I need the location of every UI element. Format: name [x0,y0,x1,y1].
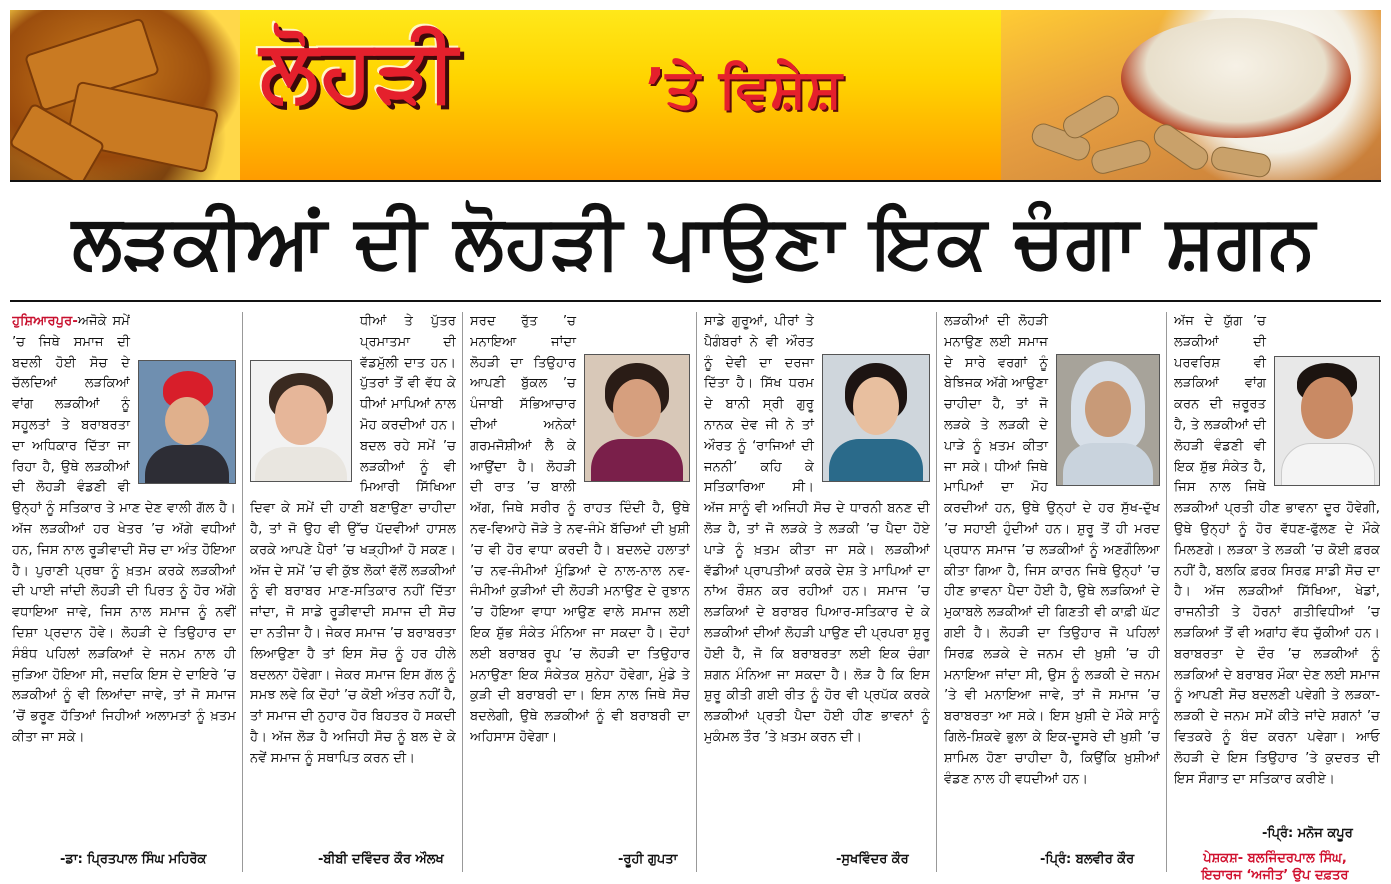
presenter-line: ਪੇਸ਼ਕਸ਼- ਬਲਜਿੰਦਰਪਾਲ ਸਿੰਘ, [1203,851,1347,866]
author-photo [1274,356,1380,486]
article-text: ਸਰਦ ਰੁੱਤ ’ਚ ਮਨਾਇਆ ਜਾਂਦਾ ਲੋਹੜੀ ਦਾ ਤਿਉਹਾਰ ਆਪਣੀ ਬੁੱਕਲ ’ਚ ਪੰਜਾਬੀ ਸੱਭਿਆਚਾਰ ਦੀਆਂ ਅਨੇਕਾਂ ਗਰਮਜੋਸ਼ੀਆਂ ਲੈ ਕੇ ਆਉਂਦਾ ਹੈ। ਲੋਹੜੀ ਦੀ ਰਾਤ ’ਚ ਬਾਲੀ ਅੱਗ, ਜਿਥੇ ਸਰੀਰ ਨੂੰ ਰਾਹਤ ਦਿੰਦੀ ਹੈ, ਉਥੇ ਨਵ-ਵਿਆਹੇ ਜੋੜੇ ਤੇ ਨਵ-ਜੰਮੇ ਬੱਚਿਆਂ ਦੀ ਖ਼ੁਸ਼ੀ ’ਚ ਵੀ ਹੋਰ ਵਾਧਾ ਕਰਦੀ ਹੈ। ਬਦਲਦੇ ਹਲਾਤਾਂ ’ਚ ਨਵ-ਜੰਮੀਆਂ ਮੁੰਡਿਆਂ ਦੇ ਨਾਲ-ਨਾਲ ਨਵ-ਜੰਮੀਆਂ ਕੁੜੀਆਂ ਦੀ ਲੋਹੜੀ ਮਨਾਉਣ ਦੇ ਰੁਝਾਨ ’ਚ ਹੋਇਆ ਵਾਧਾ ਆਉਣ ਵਾਲੇ ਸਮਾਜ ਲਈ ਇਕ ਸ਼ੁੱਭ ਸੰਕੇਤ ਮੰਨਿਆ ਜਾ ਸਕਦਾ ਹੈ। ਦੋਹਾਂ ਲਈ ਬਰਾਬਰ ਰੂਪ ’ਚ ਲੋਹੜੀ ਦਾ ਤਿਉਹਾਰ ਮਨਾਉਣਾ ਇਕ ਸੰਕੇਤਕ ਸੁਨੇਹਾ ਹੋਵੇਗਾ, ਮੁੰਡੇ ਤੇ ਕੁੜੀ ਦੀ ਬਰਾਬਰੀ ਦਾ। ਇਸ ਨਾਲ ਜਿਥੇ ਸੋਚ ਬਦਲੇਗੀ, ਉਥੇ ਲੜਕੀਆਂ ਨੂੰ ਵੀ ਬਰਾਬਰੀ ਦਾ ਅਹਿਸਾਸ ਹੋਵੇਗਾ। [470,314,690,745]
banner-subtitle: ’ਤੇ ਵਿਸ਼ੇਸ਼ [645,57,842,120]
article-column-5 [944,312,1160,842]
divider [1166,312,1167,872]
dateline: ਹੁਸ਼ਿਆਰਪੁਰ- [12,314,78,329]
author-photo [250,360,352,482]
divider [242,312,243,872]
divider [936,312,937,872]
article-column-3 [470,312,690,842]
author-signature: -ਡਾ: ਪ੍ਰਿਤਪਾਲ ਸਿੰਘ ਮਹਿਰੋਕ [60,852,207,867]
article-column-2 [250,312,456,842]
page-headline: ਲੜਕੀਆਂ ਦੀ ਲੋਹੜੀ ਪਾਉਣਾ ਇਕ ਚੰਗਾ ਸ਼ਗਨ [72,199,1316,285]
special-banner [10,10,1381,182]
presenter-line: ਇਚਾਰਜ ‘ਅਜੀਤ’ ਉਪ ਦਫ਼ਤਰ [1201,868,1349,883]
divider [696,312,697,872]
article-text: ਸਾਡੇ ਗੁਰੂਆਂ, ਪੀਰਾਂ ਤੇ ਪੈਗੰਬਰਾਂ ਨੇ ਵੀ ਔਰਤ ਨੂੰ ਦੇਵੀ ਦਾ ਦਰਜਾ ਦਿੱਤਾ ਹੈ। ਸਿੱਖ ਧਰਮ ਦੇ ਬਾਨੀ ਸ੍ਰੀ ਗੁਰੂ ਨਾਨਕ ਦੇਵ ਜੀ ਨੇ ਤਾਂ ਔਰਤ ਨੂੰ ‘ਰਾਜਿਆਂ ਦੀ ਜਨਨੀ’ ਕਹਿ ਕੇ ਸਤਿਕਾਰਿਆ ਸੀ। ਅੱਜ ਸਾਨੂੰ ਵੀ ਅਜਿਹੀ ਸੋਚ ਦੇ ਧਾਰਨੀ ਬਨਣ ਦੀ ਲੋੜ ਹੈ, ਤਾਂ ਜੋ ਲੜਕੇ ਤੇ ਲੜਕੀ ’ਚ ਪੈਦਾ ਹੋਏ ਪਾੜੇ ਨੂੰ ਖ਼ਤਮ ਕੀਤਾ ਜਾ ਸਕੇ। ਲੜਕੀਆਂ ਵੱਡੀਆਂ ਪ੍ਰਾਪਤੀਆਂ ਕਰਕੇ ਦੇਸ਼ ਤੇ ਮਾਪਿਆਂ ਦਾ ਨਾਂਅ ਰੌਸ਼ਨ ਕਰ ਰਹੀਆਂ ਹਨ। ਸਮਾਜ ’ਚ ਲੜਕਿਆਂ ਦੇ ਬਰਾਬਰ ਪਿਆਰ-ਸਤਿਕਾਰ ਦੇ ਕੇ ਲੜਕੀਆਂ ਦੀਆਂ ਲੋਹੜੀ ਪਾਉਣ ਦੀ ਪ੍ਰਪਰਾ ਸ਼ੁਰੂ ਹੋਈ ਹੈ, ਜੋ ਕਿ ਬਰਾਬਰਤਾ ਲਈ ਇਕ ਚੰਗਾ ਸ਼ਗਨ ਮੰਨਿਆ ਜਾ ਸਕਦਾ ਹੈ। ਲੋੜ ਹੈ ਕਿ ਇਸ ਸ਼ੁਰੂ ਕੀਤੀ ਗਈ ਰੀਤ ਨੂੰ ਹੋਰ ਵੀ ਪ੍ਰਪੱਕ ਕਰਕੇ ਲੜਕੀਆਂ ਪ੍ਰਤੀ ਪੈਦਾ ਹੋਈ ਹੀਣ ਭਾਵਨਾਂ ਨੂੰ ਮੁਕੰਮਲ ਤੌਰ ’ਤੇ ਖ਼ਤਮ ਕਰਨ ਦੀ। [704,314,930,745]
article-text: ਧੀਆਂ ਤੇ ਪੁੱਤਰ ਪ੍ਰਮਾਤਮਾ ਦੀ ਵੱਡਮੁੱਲੀ ਦਾਤ ਹਨ। ਪੁੱਤਰਾਂ ਤੋਂ ਵੀ ਵੱਧ ਕੇ ਧੀਆਂ ਮਾਪਿਆਂ ਨਾਲ ਮੋਹ ਕਰਦੀਆਂ ਹਨ। ਬਦਲ ਰਹੇ ਸਮੇਂ ’ਚ ਲੜਕੀਆਂ ਨੂੰ ਵੀ ਮਿਆਰੀ ਸਿੱਖਿਆ ਦਿਵਾ ਕੇ ਸਮੇਂ ਦੀ ਹਾਣੀ ਬਣਾਉਣਾ ਚਾਹੀਦਾ ਹੈ, ਤਾਂ ਜੋ ਉਹ ਵੀ ਉੱਚ ਪੱਦਵੀਆਂ ਹਾਸਲ ਕਰਕੇ ਆਪਣੇ ਪੈਰਾਂ ’ਚ ਖੜ੍ਹੀਆਂ ਹੋ ਸਕਣ। ਅੱਜ ਦੇ ਸਮੇਂ ’ਚ ਵੀ ਕੁੱਝ ਲੋਕਾਂ ਵੱਲੋਂ ਲੜਕੀਆਂ ਨੂੰ ਵੀ ਬਰਾਬਰ ਮਾਣ-ਸਤਿਕਾਰ ਨਹੀਂ ਦਿੱਤਾ ਜਾਂਦਾ, ਜੋ ਸਾਡੇ ਰੂੜੀਵਾਦੀ ਸਮਾਜ ਦੀ ਸੋਚ ਦਾ ਨਤੀਜਾ ਹੈ। ਜੇਕਰ ਸਮਾਜ ’ਚ ਬਰਾਬਰਤਾ ਲਿਆਉਣਾ ਹੈ ਤਾਂ ਇਸ ਸੋਚ ਨੂੰ ਹਰ ਹੀਲੇ ਬਦਲਨਾ ਹੋਵੇਗਾ। ਜੇਕਰ ਸਮਾਜ ਇਸ ਗੱਲ ਨੂੰ ਸਮਝ ਲਵੇ ਕਿ ਦੋਹਾਂ ’ਚ ਕੋਈ ਅੰਤਰ ਨਹੀਂ ਹੈ, ਤਾਂ ਸਮਾਜ ਦੀ ਨੁਹਾਰ ਹੋਰ ਬਿਹਤਰ ਹੋ ਸਕਦੀ ਹੈ। ਅੱਜ ਲੋੜ ਹੈ ਅਜਿਹੀ ਸੋਚ ਨੂੰ ਬਲ ਦੇ ਕੇ ਨਵੇਂ ਸਮਾਜ ਨੂੰ ਸਥਾਪਿਤ ਕਰਨ ਦੀ। [250,314,456,766]
author-photo [1056,354,1160,486]
divider [10,300,1381,302]
author-signature: -ਬੀਬੀ ਦਵਿੰਦਰ ਕੌਰ ਔਲਖ [318,852,444,867]
divider [462,312,463,872]
article-text: ਅੱਜ ਦੇ ਯੁੱਗ ’ਚ ਲੜਕੀਆਂ ਦੀ ਪਰਵਰਿਸ਼ ਵੀ ਲੜਕਿਆਂ ਵਾਂਗ ਕਰਨ ਦੀ ਜ਼ਰੂਰਤ ਹੈ, ਤੇ ਲੜਕੀਆਂ ਦੀ ਲੋਹੜੀ ਵੰਡਣੀ ਵੀ ਇਕ ਸ਼ੁੱਭ ਸੰਕੇਤ ਹੈ, ਜਿਸ ਨਾਲ ਜਿਥੇ ਲੜਕੀਆਂ ਪ੍ਰਤੀ ਹੀਣ ਭਾਵਨਾ ਦੂਰ ਹੋਵੇਗੀ, ਉਥੇ ਉਨ੍ਹਾਂ ਨੂੰ ਹੋਰ ਵੱਧਣ-ਫੁੱਲਣ ਦੇ ਮੌਕੇ ਮਿਲਣਗੇ। ਲੜਕਾ ਤੇ ਲੜਕੀ ’ਚ ਕੋਈ ਫ਼ਰਕ ਨਹੀਂ ਹੈ, ਬਲਕਿ ਫ਼ਰਕ ਸਿਰਫ਼ ਸਾਡੀ ਸੋਚ ਦਾ ਹੈ। ਅੱਜ ਲੜਕੀਆਂ ਸਿੱਖਿਆ, ਖੇਡਾਂ, ਰਾਜਨੀਤੀ ਤੇ ਹੋਰਨਾਂ ਗਤੀਵਿਧੀਆਂ ’ਚ ਲੜਕਿਆਂ ਤੋਂ ਵੀ ਅਗਾਂਹ ਵੱਧ ਚੁੱਕੀਆਂ ਹਨ। ਬਰਾਬਰਤਾ ਦੇ ਦੌਰ ’ਚ ਲੜਕੀਆਂ ਨੂੰ ਲੜਕਿਆਂ ਦੇ ਬਰਾਬਰ ਮੌਕਾ ਦੇਣ ਲਈ ਸਮਾਜ ਨੂੰ ਆਪਣੀ ਸੋਚ ਬਦਲਣੀ ਪਵੇਗੀ ਤੇ ਲੜਕਾ-ਲੜਕੀ ਦੇ ਜਨਮ ਸਮੇਂ ਕੀਤੇ ਜਾਂਦੇ ਸ਼ਗਨਾਂ ’ਚ ਵਿਤਕਰੇ ਨੂੰ ਬੰਦ ਕਰਨਾ ਪਵੇਗਾ। ਆਓ ਲੋਹੜੀ ਦੇ ਇਸ ਤਿਉਹਾਰ ’ਤੇ ਕੁਦਰਤ ਦੀ ਇਸ ਸੌਗਾਤ ਦਾ ਸਤਿਕਾਰ ਕਰੀਏ। [1174,314,1380,787]
article-column-4 [704,312,930,842]
author-photo [584,354,690,482]
gajak-sweets-image [10,10,240,180]
author-signature: -ਸੁਖਵਿੰਦਰ ਕੌਰ [836,852,909,867]
banner-title: ਲੋਹੜੀ [260,21,459,121]
presented-by [1170,850,1380,884]
author-signature: -ਪ੍ਰਿੰ: ਮਨੋਜ ਕਪੂਰ [1262,826,1353,841]
author-photo [138,360,236,484]
article-column-1 [12,312,236,842]
dry-fruits-image [1001,10,1381,180]
article-text: ਲੜਕੀਆਂ ਦੀ ਲੋਹੜੀ ਮਨਾਉਣ ਲਈ ਸਮਾਜ ਦੇ ਸਾਰੇ ਵਰਗਾਂ ਨੂੰ ਬੇਝਿਜਕ ਅੱਗੇ ਆਉਣਾ ਚਾਹੀਦਾ ਹੈ, ਤਾਂ ਜੋ ਲੜਕੇ ਤੇ ਲੜਕੀ ਦੇ ਪਾੜੇ ਨੂੰ ਖ਼ਤਮ ਕੀਤਾ ਜਾ ਸਕੇ। ਧੀਆਂ ਜਿਥੇ ਮਾਪਿਆਂ ਦਾ ਮੋਹ ਕਰਦੀਆਂ ਹਨ, ਉਥੇ ਉਨ੍ਹਾਂ ਦੇ ਹਰ ਸੁੱਖ-ਦੁੱਖ ’ਚ ਸਹਾਈ ਹੁੰਦੀਆਂ ਹਨ। ਸ਼ੁਰੂ ਤੋਂ ਹੀ ਮਰਦ ਪ੍ਰਧਾਨ ਸਮਾਜ ’ਚ ਲੜਕੀਆਂ ਨੂੰ ਅਣਗੌਲਿਆ ਕੀਤਾ ਗਿਆ ਹੈ, ਜਿਸ ਕਾਰਨ ਜਿਥੇ ਉਨ੍ਹਾਂ ’ਚ ਹੀਣ ਭਾਵਨਾ ਪੈਦਾ ਹੋਈ ਹੈ, ਉਥੇ ਲੜਕਿਆਂ ਦੇ ਮੁਕਾਬਲੇ ਲੜਕੀਆਂ ਦੀ ਗਿਣਤੀ ਵੀ ਕਾਫ਼ੀ ਘੱਟ ਗਈ ਹੈ। ਲੋਹੜੀ ਦਾ ਤਿਉਹਾਰ ਜੋ ਪਹਿਲਾਂ ਸਿਰਫ਼ ਲੜਕੇ ਦੇ ਜਨਮ ਦੀ ਖ਼ੁਸ਼ੀ ’ਚ ਹੀ ਮਨਾਇਆ ਜਾਂਦਾ ਸੀ, ਉਸ ਨੂੰ ਲੜਕੀ ਦੇ ਜਨਮ ’ਤੇ ਵੀ ਮਨਾਇਆ ਜਾਵੇ, ਤਾਂ ਜੋ ਸਮਾਜ ’ਚ ਬਰਾਬਰਤਾ ਆ ਸਕੇ। ਇਸ ਖ਼ੁਸ਼ੀ ਦੇ ਮੌਕੇ ਸਾਨੂੰ ਗਿਲੇ-ਸ਼ਿਕਵੇ ਭੁਲਾ ਕੇ ਇਕ-ਦੂਸਰੇ ਦੀ ਖ਼ੁਸ਼ੀ ’ਚ ਸ਼ਾਮਿਲ ਹੋਣਾ ਚਾਹੀਦਾ ਹੈ, ਕਿਉਂਕਿ ਖ਼ੁਸ਼ੀਆਂ ਵੰਡਣ ਨਾਲ ਹੀ ਵਧਦੀਆਂ ਹਨ। [944,314,1160,787]
article-column-6 [1174,312,1380,802]
author-photo [822,354,930,482]
author-signature: -ਰੂਹੀ ਗੁਪਤਾ [618,852,678,867]
author-signature: -ਪ੍ਰਿੰ: ਬਲਵੀਰ ਕੌਰ [1040,852,1135,867]
article-text: ਅਜੋਕੇ ਸਮੇਂ ’ਚ ਜਿਥੇ ਸਮਾਜ ਦੀ ਬਦਲੀ ਹੋਈ ਸੋਚ ਦੇ ਚੱਲਦਿਆਂ ਲੜਕਿਆਂ ਵਾਂਗ ਲੜਕੀਆਂ ਨੂੰ ਸਹੂਲਤਾਂ ਤੇ ਬਰਾਬਰਤਾ ਦਾ ਅਧਿਕਾਰ ਦਿੱਤਾ ਜਾ ਰਿਹਾ ਹੈ, ਉਥੇ ਲੜਕੀਆਂ ਦੀ ਲੋਹੜੀ ਵੰਡਣੀ ਵੀ ਉਨ੍ਹਾਂ ਨੂੰ ਸਤਿਕਾਰ ਤੇ ਮਾਣ ਦੇਣ ਵਾਲੀ ਗੱਲ ਹੈ। ਅੱਜ ਲੜਕੀਆਂ ਹਰ ਖੇਤਰ ’ਚ ਅੱਗੇ ਵਧੀਆਂ ਹਨ, ਜਿਸ ਨਾਲ ਰੂੜੀਵਾਦੀ ਸੋਚ ਦਾ ਅੰਤ ਹੋਇਆ ਹੈ। ਪੁਰਾਣੀ ਪ੍ਰਥਾ ਨੂੰ ਖ਼ਤਮ ਕਰਕੇ ਲੜਕੀਆਂ ਦੀ ਪਾਈ ਜਾਂਦੀ ਲੋਹੜੀ ਦੀ ਪਿਰਤ ਨੂੰ ਹੋਰ ਅੱਗੇ ਵਧਾਇਆ ਜਾਵੇ, ਜਿਸ ਨਾਲ ਸਮਾਜ ਨੂੰ ਨਵੀਂ ਦਿਸ਼ਾ ਪ੍ਰਦਾਨ ਹੋਵੇ। ਲੋਹੜੀ ਦੇ ਤਿਉਹਾਰ ਦਾ ਸੰਬੰਧ ਪਹਿਲਾਂ ਲੜਕਿਆਂ ਦੇ ਜਨਮ ਨਾਲ ਹੀ ਜੁੜਿਆ ਹੋਇਆ ਸੀ, ਜਦਕਿ ਇਸ ਦੇ ਦਾਇਰੇ ’ਚ ਲੜਕੀਆਂ ਨੂੰ ਵੀ ਲਿਆਂਦਾ ਜਾਵੇ, ਤਾਂ ਜੋ ਸਮਾਜ ’ਚੋਂ ਭਰੂਣ ਹੱਤਿਆਂ ਜਿਹੀਆਂ ਅਲਾਮਤਾਂ ਨੂੰ ਖ਼ਤਮ ਕੀਤਾ ਜਾ ਸਕੇ। [12,314,236,745]
